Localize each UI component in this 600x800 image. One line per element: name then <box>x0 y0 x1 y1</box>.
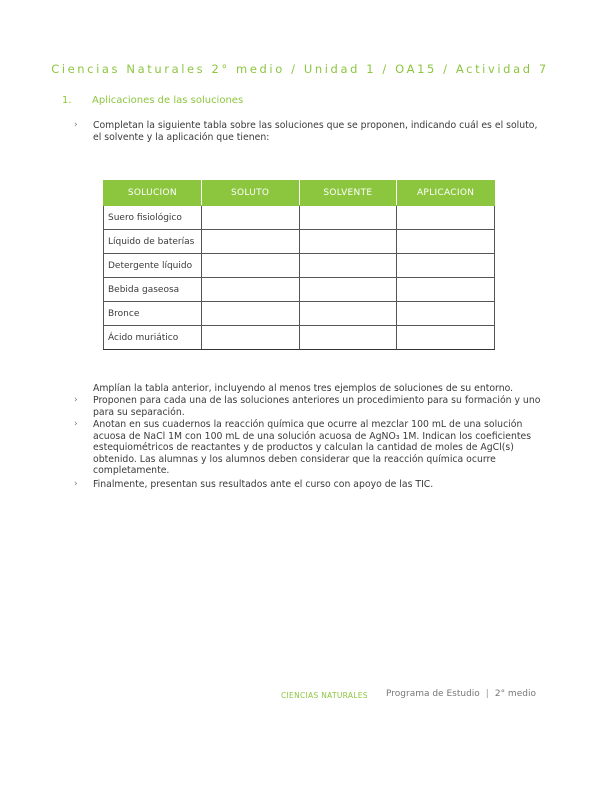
header-solucion: SOLUCION <box>104 181 202 206</box>
bullet-marker: › <box>74 479 78 489</box>
footer-subject: CIENCIAS NATURALES <box>281 691 368 700</box>
intro-paragraph: Completan la siguiente tabla sobre las soluciones que se proponen, indicando cuál es el soluto, el solvente y la aplicación que tienen: <box>93 120 538 143</box>
section-title: Aplicaciones de las soluciones <box>92 95 244 106</box>
footer-grade: 2° medio <box>494 689 536 699</box>
table-row <box>104 206 495 230</box>
soluto-cell[interactable] <box>201 230 299 254</box>
section-heading <box>62 95 542 106</box>
soluto-cell[interactable] <box>201 254 299 278</box>
table-row <box>104 254 495 278</box>
aplicacion-cell[interactable] <box>397 206 495 230</box>
header-solvente: SOLVENTE <box>299 181 397 206</box>
aplicacion-cell[interactable] <box>397 230 495 254</box>
footer-program <box>386 689 536 699</box>
solutions-table <box>103 180 495 350</box>
instruction-item-2: Proponen para cada una de las soluciones anteriores un procedimiento para su formación y uno para su separación. <box>93 395 541 418</box>
page-header: Ciencias Naturales 2° medio / Unidad 1 / OA15 / Actividad 7 <box>51 62 549 76</box>
header-soluto: SOLUTO <box>201 181 299 206</box>
row-label: Suero fisiológico <box>104 206 202 230</box>
table-header-row <box>104 181 495 206</box>
solvente-cell[interactable] <box>299 302 397 326</box>
table-row <box>104 230 495 254</box>
row-label: Bronce <box>104 302 202 326</box>
bullet-marker: › <box>74 120 78 130</box>
footer-separator: | <box>485 689 489 699</box>
bullet-marker: › <box>74 395 78 405</box>
section-number: 1. <box>62 95 72 106</box>
table-row <box>104 278 495 302</box>
aplicacion-cell[interactable] <box>397 326 495 350</box>
bullet-marker: › <box>74 419 78 429</box>
solvente-cell[interactable] <box>299 230 397 254</box>
soluto-cell[interactable] <box>201 206 299 230</box>
row-label: Bebida gaseosa <box>104 278 202 302</box>
solvente-cell[interactable] <box>299 254 397 278</box>
aplicacion-cell[interactable] <box>397 278 495 302</box>
soluto-cell[interactable] <box>201 278 299 302</box>
row-label: Detergente líquido <box>104 254 202 278</box>
table-row <box>104 302 495 326</box>
table-row <box>104 326 495 350</box>
soluto-cell[interactable] <box>201 326 299 350</box>
instruction-item-4: Finalmente, presentan sus resultados ante el curso con apoyo de las TIC. <box>93 479 434 490</box>
aplicacion-cell[interactable] <box>397 302 495 326</box>
aplicacion-cell[interactable] <box>397 254 495 278</box>
header-aplicacion: APLICACION <box>397 181 495 206</box>
solvente-cell[interactable] <box>299 326 397 350</box>
instruction-item-3: Anotan en sus cuadernos la reacción química que ocurre al mezclar 100 mL de una solución acuosa de NaCl 1M con 100 mL de una solución acuosa de AgNO₃ 1M. Indican los coeficientes estequiométricos de reactantes y de productos y calculan la cantidad de moles de AgCl(s) obtenido. Las alumnas y los alumnos deben considerar que la reacción química ocurre completamente. <box>93 419 532 477</box>
footer-program-name: Programa de Estudio <box>386 689 480 699</box>
soluto-cell[interactable] <box>201 302 299 326</box>
row-label: Líquido de baterías <box>104 230 202 254</box>
row-label: Ácido muriático <box>104 326 202 350</box>
solvente-cell[interactable] <box>299 278 397 302</box>
instruction-item-1: Amplían la tabla anterior, incluyendo al menos tres ejemplos de soluciones de su entorno. <box>93 383 514 394</box>
solvente-cell[interactable] <box>299 206 397 230</box>
